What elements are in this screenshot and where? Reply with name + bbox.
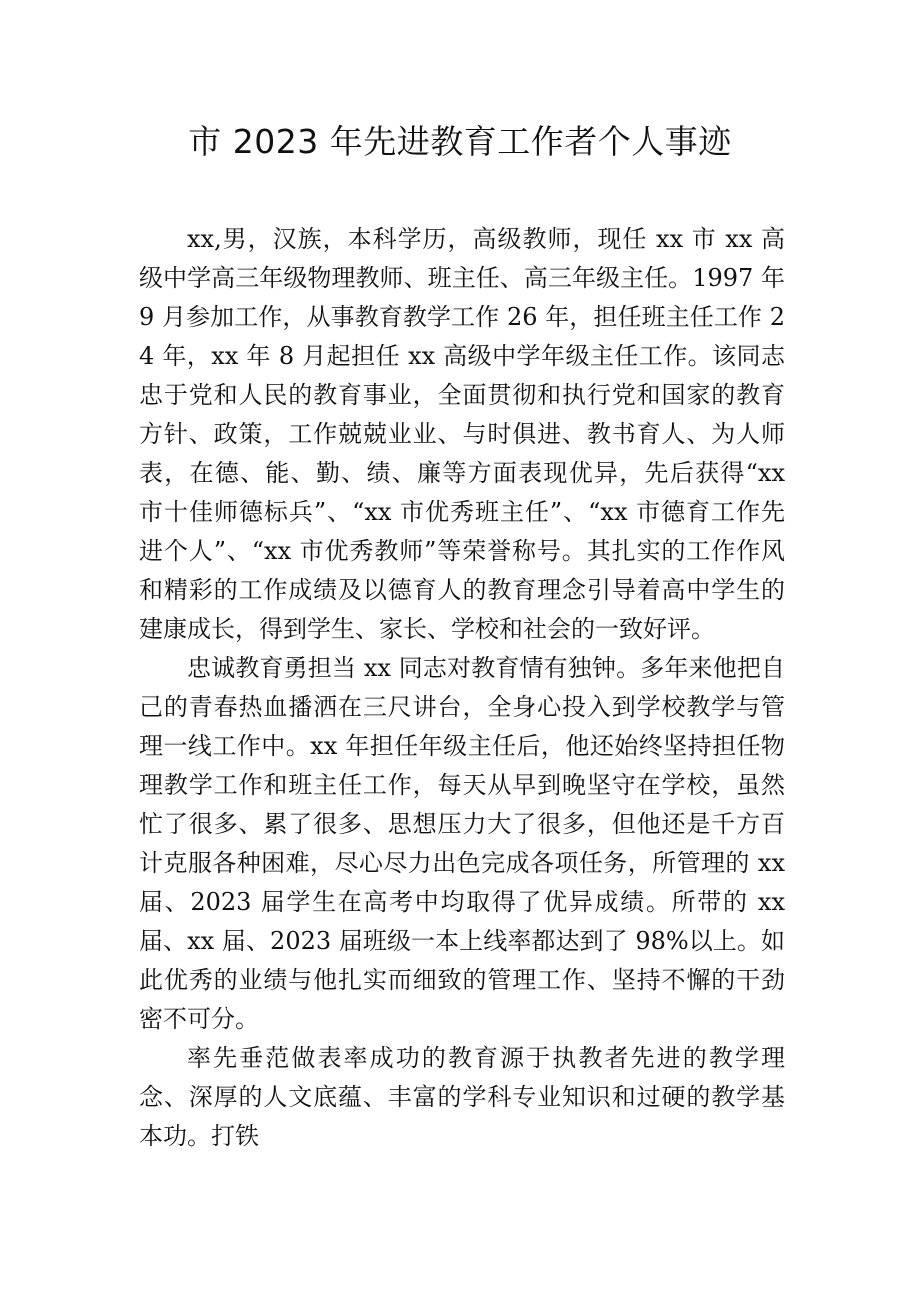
document-body	[139, 220, 785, 1156]
paragraph-role-model: 率先垂范做表率成功的教育源于执教者先进的教学理念、深厚的人文底蕴、丰富的学科专业知识和过硬的教学基本功。打铁	[139, 1044, 785, 1150]
paragraph-profile: xx,男，汉族，本科学历，高级教师，现任 xx 市 xx 高级中学高三年级物理教师、班主任、高三年级主任。1997 年 9 月参加工作，从事教育教学工作 26 年，担任班主任工作 24 年，xx 年 8 月起担任 xx 高级中学年级主任工作。该同志忠于党和人民的教育事业，全面贯彻和执行党和国家的教育方针、政策，工作兢兢业业、与时俱进、教书育人、为人师表，在德、能、勤、绩、廉等方面表现优异，先后获得“xx 市十佳师德标兵”、“xx 市优秀班主任”、“xx 市德育工作先进个人”、“xx 市优秀教师”等荣誉称号。其扎实的工作作风和精彩的工作成绩及以德育人的教育理念引导着高中学生的建康成长，得到学生、家长、学校和社会的一致好评。	[139, 225, 785, 643]
paragraph-dedication: 忠诚教育勇担当 xx 同志对教育情有独钟。多年来他把自己的青春热血播洒在三尺讲台，全身心投入到学校教学与管理一线工作中。xx 年担任年级主任后，他还始终坚持担任物理教学工作和班主任工作，每天从早到晚坚守在学校，虽然忙了很多、累了很多、思想压力大了很多，但他还是千方百计克服各种困难，尽心尽力出色完成各项任务，所管理的 xx 届、2023 届学生在高考中均取得了优异成绩。所带的 xx 届、xx 届、2023 届班级一本上线率都达到了 98%以上。如此优秀的业绩与他扎实而细致的管理工作、坚持不懈的干劲密不可分。	[139, 654, 785, 1033]
document-title: 市 2023 年先进教育工作者个人事迹	[188, 122, 732, 161]
